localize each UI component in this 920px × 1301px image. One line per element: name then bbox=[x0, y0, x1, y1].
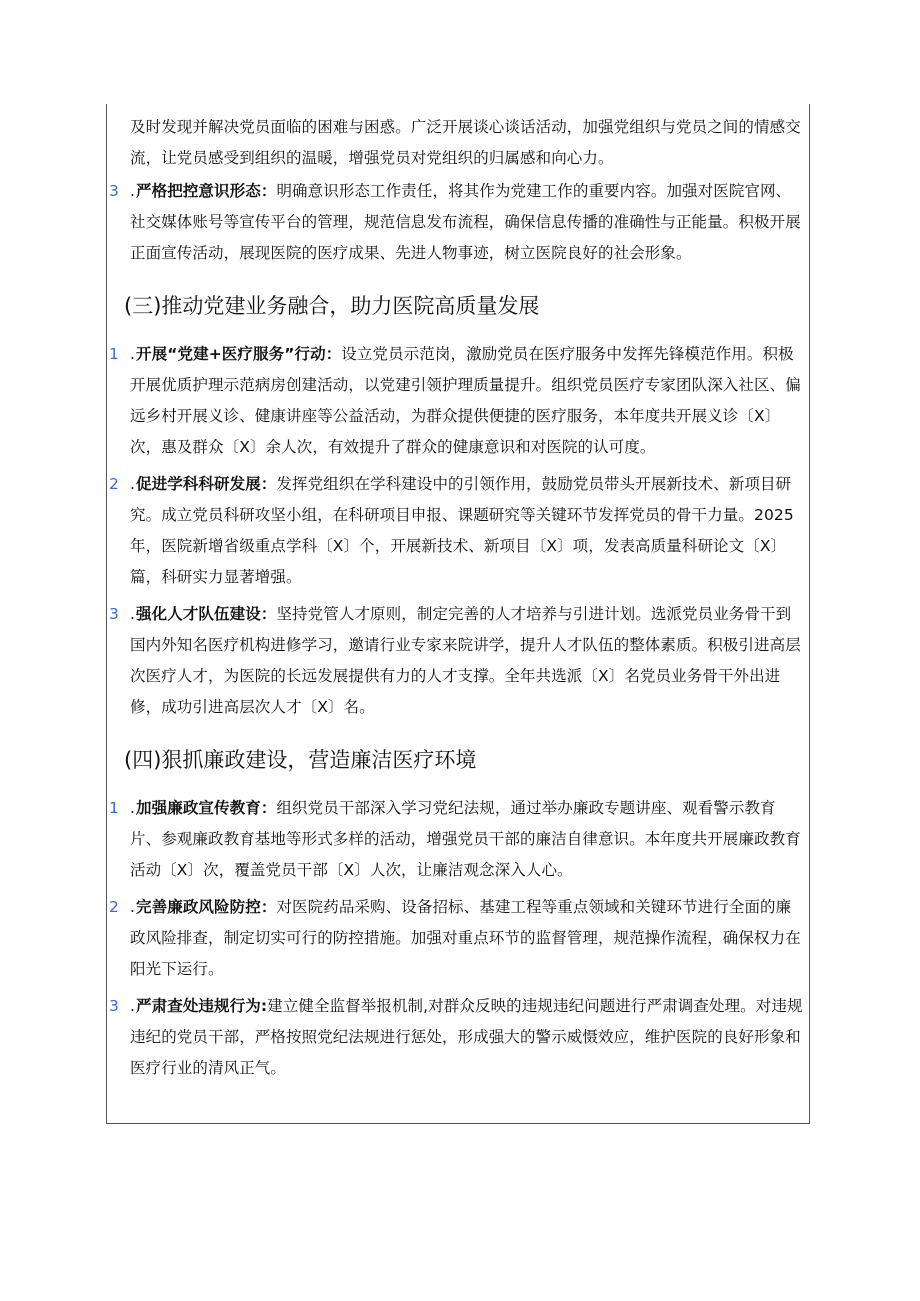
list-item bbox=[106, 339, 810, 463]
item-lead: 严肃查处违规行为: bbox=[136, 997, 268, 1015]
list-item bbox=[106, 793, 810, 886]
item-number: 3 bbox=[109, 182, 119, 200]
item-text: 组织党员干部深入学习党纪法规，通过举办廉政专题讲座、观看警示教育片、参观廉政教育基地等形式多样的活动，增强党员干部的廉洁自律意识。本年度共开展廉政教育活动〔X〕次，覆盖党员干部〔X〕人次，让廉洁观念深入人心。 bbox=[130, 799, 801, 879]
document-body bbox=[106, 112, 810, 1090]
item-text: 设立党员示范岗，激励党员在医疗服务中发挥先锋模范作用。积极开展优质护理示范病房创建活动，以党建引领护理质量提升。组织党员医疗专家团队深入社区、偏远乡村开展义诊、健康讲座等公益活动，为群众提供便捷的医疗服务，本年度共开展义诊〔X〕次，惠及群众〔X〕余人次，有效提升了群众的健康意识和对医院的认可度。 bbox=[130, 345, 801, 456]
item-number: 1 bbox=[109, 345, 119, 363]
item-number: 3 bbox=[109, 605, 119, 623]
item-text: 发挥党组织在学科建设中的引领作用，鼓励党员带头开展新技术、新项目研究。成立党员科研攻坚小组，在科研项目申报、课题研究等关键环节发挥党员的骨干力量。2025年，医院新增省级重点学科〔X〕个，开展新技术、新项目〔X〕项，发表高质量科研论文〔X〕篇，科研实力显著增强。 bbox=[130, 475, 794, 586]
section-heading: (四)狠抓廉政建设，营造廉洁医疗环境 bbox=[124, 748, 477, 772]
item-dot: . bbox=[130, 997, 136, 1015]
item-lead: 加强廉政宣传教育： bbox=[136, 799, 277, 817]
item-lead: 严格把控意识形态： bbox=[136, 182, 277, 200]
item-text: 对医院药品采购、设备招标、基建工程等重点领域和关键环节进行全面的廉政风险排查，制定切实可行的防控措施。加强对重点环节的监督管理，规范操作流程，确保权力在阳光下运行。 bbox=[130, 898, 801, 978]
list-item bbox=[106, 599, 810, 723]
item-dot: . bbox=[130, 475, 136, 493]
list-item bbox=[106, 176, 810, 269]
item-dot: . bbox=[130, 799, 136, 817]
section-heading: (三)推动党建业务融合，助力医院高质量发展 bbox=[124, 294, 540, 318]
item-text: 坚持党管人才原则，制定完善的人才培养与引进计划。选派党员业务骨干到国内外知名医疗机构进修学习，邀请行业专家来院讲学，提升人才队伍的整体素质。积极引进高层次医疗人才，为医院的长远发展提供有力的人才支撑。全年共选派〔X〕名党员业务骨干外出进修，成功引进高层次人才〔X〕名。 bbox=[130, 605, 801, 716]
item-number: 3 bbox=[109, 997, 119, 1015]
item-lead: 促进学科科研发展： bbox=[136, 475, 277, 493]
list-item bbox=[106, 469, 810, 593]
item-text: 明确意识形态工作责任，将其作为党建工作的重要内容。加强对医院官网、社交媒体账号等宣传平台的管理，规范信息发布流程，确保信息传播的准确性与正能量。积极开展正面宣传活动，展现医院的医疗成果、先进人物事迹，树立医院良好的社会形象。 bbox=[130, 182, 801, 262]
list-item bbox=[106, 892, 810, 985]
item-lead: 强化人才队伍建设： bbox=[136, 605, 277, 623]
item-text: 建立健全监督举报机制,对群众反映的违规违纪问题进行严肃调查处理。对违规违纪的党员干部，严格按照党纪法规进行惩处，形成强大的警示威慑效应，维护医院的良好形象和医疗行业的清风正气。 bbox=[130, 997, 803, 1077]
item-dot: . bbox=[130, 182, 136, 200]
item-number: 1 bbox=[109, 799, 119, 817]
item-number: 2 bbox=[109, 475, 119, 493]
item-lead: 完善廉政风险防控： bbox=[136, 898, 277, 916]
item-dot: . bbox=[130, 605, 136, 623]
list-item bbox=[106, 991, 810, 1084]
item-number: 2 bbox=[109, 898, 119, 916]
item-lead: 开展“党建+医疗服务”行动： bbox=[136, 345, 342, 363]
item-dot: . bbox=[130, 345, 136, 363]
item-dot: . bbox=[130, 898, 136, 916]
continuation-paragraph: 及时发现并解决党员面临的困难与困惑。广泛开展谈心谈话活动，加强党组织与党员之间的情感交流，让党员感受到组织的温暖，增强党员对党组织的归属感和向心力。 bbox=[130, 118, 801, 167]
